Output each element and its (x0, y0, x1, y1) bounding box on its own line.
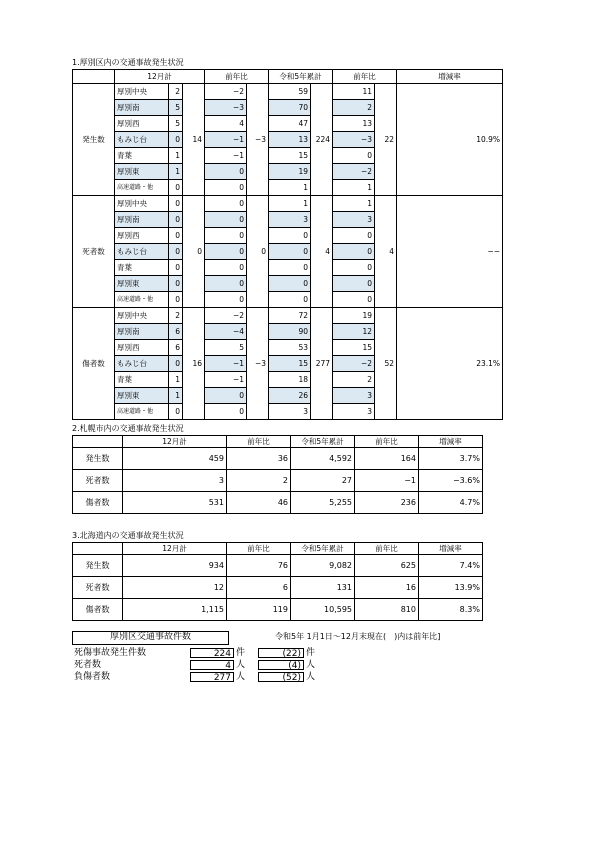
header-cum-total: 令和5年累計 (269, 70, 333, 84)
area-name: 厚別南 (115, 100, 169, 116)
area-cum-count: 13 (269, 132, 311, 148)
header-cell: 前年比 (227, 436, 291, 448)
summary-prev-unit: 件 (306, 648, 316, 658)
area-cum-count: 0 (269, 276, 311, 292)
area-month-count: 0 (169, 228, 183, 244)
area-cum-count: 0 (269, 260, 311, 276)
area-month-diff: 4 (205, 116, 247, 132)
table-row (73, 492, 483, 514)
area-cum-diff: 19 (333, 308, 375, 324)
section3-table (72, 542, 483, 621)
summary-title: 厚別区交通事故件数 (72, 631, 229, 645)
header-blank (73, 436, 123, 448)
summary-period: 令和5年 1月1日～12月末現在( )内は前年比] (275, 632, 441, 641)
group-label: 発生数 (73, 84, 115, 196)
area-month-diff: 0 (205, 196, 247, 212)
group-cum-diff-total: 22 (375, 84, 397, 196)
area-month-count: 1 (169, 388, 183, 404)
area-month-count: 6 (169, 340, 183, 356)
area-month-count: 1 (169, 164, 183, 180)
area-month-count: 0 (169, 132, 183, 148)
area-cum-diff: 1 (333, 196, 375, 212)
group-month-diff-total: −3 (247, 84, 269, 196)
month-count: 3 (123, 470, 227, 492)
area-cum-count: 59 (269, 84, 311, 100)
area-name: 厚別西 (115, 228, 169, 244)
area-month-diff: 0 (205, 244, 247, 260)
area-cum-count: 15 (269, 148, 311, 164)
area-cum-diff: 2 (333, 100, 375, 116)
area-name: もみじ台 (115, 356, 169, 372)
rate: 8.3% (419, 599, 483, 621)
row-label: 発生数 (73, 448, 123, 470)
header-month-total: 12月計 (115, 70, 205, 84)
area-month-count: 0 (169, 260, 183, 276)
area-cum-count: 15 (269, 356, 311, 372)
area-name: 青葉 (115, 372, 169, 388)
area-cum-diff: 3 (333, 404, 375, 420)
group-month-total: 14 (183, 84, 205, 196)
area-month-diff: −2 (205, 308, 247, 324)
area-month-count: 0 (169, 196, 183, 212)
area-name: 厚別西 (115, 340, 169, 356)
area-month-diff: 0 (205, 404, 247, 420)
month-diff: 119 (227, 599, 291, 621)
area-cum-diff: 13 (333, 116, 375, 132)
area-cum-diff: −2 (333, 356, 375, 372)
summary-unit: 人 (236, 672, 246, 682)
cum-diff: 625 (355, 555, 419, 577)
row-label: 発生数 (73, 555, 123, 577)
summary-value: 277 (190, 672, 234, 682)
area-name: 青葉 (115, 148, 169, 164)
cum-diff: 810 (355, 599, 419, 621)
area-cum-count: 90 (269, 324, 311, 340)
group-cum-diff-total: 4 (375, 196, 397, 308)
ward-accident-table (72, 69, 503, 420)
area-cum-count: 26 (269, 388, 311, 404)
area-month-count: 1 (169, 148, 183, 164)
area-month-diff: 5 (205, 340, 247, 356)
cum-count: 5,255 (291, 492, 355, 514)
area-month-count: 0 (169, 356, 183, 372)
area-name: 厚別東 (115, 164, 169, 180)
area-month-diff: 0 (205, 276, 247, 292)
area-month-count: 2 (169, 308, 183, 324)
area-cum-diff: 15 (333, 340, 375, 356)
area-month-count: 1 (169, 372, 183, 388)
area-name: 厚別中央 (115, 196, 169, 212)
header-month-diff: 前年比 (205, 70, 269, 84)
header-rate: 増減率 (397, 70, 503, 84)
summary-prev: (52) (258, 672, 304, 682)
hokkaido-accident-table (72, 542, 483, 621)
area-cum-count: 1 (269, 196, 311, 212)
area-cum-diff: 3 (333, 388, 375, 404)
area-cum-diff: 0 (333, 260, 375, 276)
cum-count: 27 (291, 470, 355, 492)
area-month-diff: −3 (205, 100, 247, 116)
table-row (73, 448, 483, 470)
area-cum-count: 72 (269, 308, 311, 324)
cum-diff: 16 (355, 577, 419, 599)
cum-count: 10,595 (291, 599, 355, 621)
group-month-total: 16 (183, 308, 205, 420)
area-cum-count: 0 (269, 228, 311, 244)
group-month-total: 0 (183, 196, 205, 308)
header-cell: 増減率 (419, 436, 483, 448)
header-cell: 前年比 (355, 436, 419, 448)
area-cum-diff: −3 (333, 132, 375, 148)
area-cum-count: 70 (269, 100, 311, 116)
area-cum-count: 3 (269, 404, 311, 420)
group-rate: 10.9% (397, 84, 503, 196)
area-name: 厚別南 (115, 324, 169, 340)
summary-prev: (22) (258, 648, 304, 658)
area-cum-diff: 0 (333, 276, 375, 292)
area-cum-diff: 0 (333, 148, 375, 164)
summary-label: 死傷事故発生件数 (74, 648, 147, 658)
header-cell: 令和5年累計 (291, 436, 355, 448)
area-cum-diff: 1 (333, 180, 375, 196)
area-cum-count: 3 (269, 212, 311, 228)
area-name: 高速道路・他 (115, 404, 169, 420)
summary-value: 224 (190, 648, 234, 658)
month-diff: 46 (227, 492, 291, 514)
group-month-diff-total: −3 (247, 308, 269, 420)
area-month-diff: −1 (205, 356, 247, 372)
area-month-diff: −2 (205, 84, 247, 100)
rate: −3.6% (419, 470, 483, 492)
group-cum-total: 224 (311, 84, 333, 196)
area-name: 厚別中央 (115, 84, 169, 100)
table-row (73, 84, 503, 100)
area-cum-count: 19 (269, 164, 311, 180)
area-month-count: 5 (169, 116, 183, 132)
area-cum-diff: 2 (333, 372, 375, 388)
summary-row (72, 660, 316, 672)
area-cum-diff: 3 (333, 212, 375, 228)
rate: 4.7% (419, 492, 483, 514)
header-cell: 12月計 (123, 436, 227, 448)
section2-title: 2.札幌市内の交通事故発生状況 (72, 424, 184, 433)
summary-label: 負傷者数 (74, 672, 111, 682)
header-cell: 増減率 (419, 543, 483, 555)
area-name: 高速道路・他 (115, 180, 169, 196)
cum-diff: −1 (355, 470, 419, 492)
group-label: 傷者数 (73, 308, 115, 420)
month-count: 1,115 (123, 599, 227, 621)
cum-count: 4,592 (291, 448, 355, 470)
header-cell: 前年比 (227, 543, 291, 555)
month-count: 459 (123, 448, 227, 470)
month-count: 12 (123, 577, 227, 599)
area-month-count: 0 (169, 404, 183, 420)
group-cum-total: 277 (311, 308, 333, 420)
area-month-diff: −1 (205, 372, 247, 388)
group-rate: −− (397, 196, 503, 308)
area-month-diff: 0 (205, 260, 247, 276)
area-name: 厚別南 (115, 212, 169, 228)
area-name: 高速道路・他 (115, 292, 169, 308)
header-cell: 令和5年累計 (291, 543, 355, 555)
area-name: もみじ台 (115, 244, 169, 260)
area-month-diff: 0 (205, 180, 247, 196)
summary-prev-unit: 人 (306, 672, 316, 682)
month-diff: 6 (227, 577, 291, 599)
area-month-diff: −1 (205, 132, 247, 148)
table-row (73, 599, 483, 621)
table-row (73, 308, 503, 324)
area-cum-count: 53 (269, 340, 311, 356)
area-name: 厚別東 (115, 388, 169, 404)
cum-diff: 164 (355, 448, 419, 470)
row-label: 傷者数 (73, 599, 123, 621)
area-cum-diff: 12 (333, 324, 375, 340)
month-count: 531 (123, 492, 227, 514)
group-cum-total: 4 (311, 196, 333, 308)
area-cum-count: 1 (269, 180, 311, 196)
summary-prev-unit: 人 (306, 660, 316, 670)
table-row (73, 196, 503, 212)
group-rate: 23.1% (397, 308, 503, 420)
section2-table (72, 435, 483, 514)
area-month-count: 0 (169, 244, 183, 260)
area-month-count: 0 (169, 276, 183, 292)
cum-count: 131 (291, 577, 355, 599)
area-cum-diff: 0 (333, 292, 375, 308)
row-label: 傷者数 (73, 492, 123, 514)
section1-title: 1.厚別区内の交通事故発生状況 (72, 58, 184, 67)
area-name: 厚別西 (115, 116, 169, 132)
sapporo-accident-table (72, 435, 483, 514)
area-month-count: 6 (169, 324, 183, 340)
cum-count: 9,082 (291, 555, 355, 577)
group-cum-diff-total: 52 (375, 308, 397, 420)
area-cum-diff: 0 (333, 244, 375, 260)
cum-diff: 236 (355, 492, 419, 514)
area-month-count: 0 (169, 292, 183, 308)
row-label: 死者数 (73, 577, 123, 599)
rate: 3.7% (419, 448, 483, 470)
header-cell: 前年比 (355, 543, 419, 555)
group-label: 死者数 (73, 196, 115, 308)
month-diff: 76 (227, 555, 291, 577)
area-month-count: 5 (169, 100, 183, 116)
table-row (73, 555, 483, 577)
area-month-diff: 0 (205, 292, 247, 308)
table-row (73, 577, 483, 599)
summary-unit: 人 (236, 660, 246, 670)
area-month-count: 0 (169, 212, 183, 228)
area-month-diff: 0 (205, 228, 247, 244)
area-cum-count: 18 (269, 372, 311, 388)
rate: 13.9% (419, 577, 483, 599)
table-row (73, 470, 483, 492)
summary-prev: (4) (258, 660, 304, 670)
header-blank (73, 543, 123, 555)
area-name: 厚別東 (115, 276, 169, 292)
area-month-diff: 0 (205, 212, 247, 228)
area-cum-count: 0 (269, 244, 311, 260)
area-cum-diff: 0 (333, 228, 375, 244)
area-month-diff: −4 (205, 324, 247, 340)
group-month-diff-total: 0 (247, 196, 269, 308)
section3-title: 3.北海道内の交通事故発生状況 (72, 531, 184, 540)
summary-value: 4 (190, 660, 234, 670)
header-blank (73, 70, 115, 84)
month-diff: 36 (227, 448, 291, 470)
header-cum-diff: 前年比 (333, 70, 397, 84)
row-label: 死者数 (73, 470, 123, 492)
area-month-count: 2 (169, 84, 183, 100)
area-cum-diff: 11 (333, 84, 375, 100)
area-month-diff: 0 (205, 164, 247, 180)
area-name: 厚別中央 (115, 308, 169, 324)
area-name: 青葉 (115, 260, 169, 276)
rate: 7.4% (419, 555, 483, 577)
area-cum-count: 47 (269, 116, 311, 132)
summary-label: 死者数 (74, 660, 102, 670)
area-month-diff: 0 (205, 388, 247, 404)
area-month-count: 0 (169, 180, 183, 196)
area-name: もみじ台 (115, 132, 169, 148)
area-month-diff: −1 (205, 148, 247, 164)
header-cell: 12月計 (123, 543, 227, 555)
month-diff: 2 (227, 470, 291, 492)
area-cum-diff: −2 (333, 164, 375, 180)
summary-unit: 件 (236, 648, 246, 658)
summary-row (72, 648, 316, 660)
summary-row (72, 672, 316, 684)
month-count: 934 (123, 555, 227, 577)
area-cum-count: 0 (269, 292, 311, 308)
section1-table (72, 69, 503, 420)
